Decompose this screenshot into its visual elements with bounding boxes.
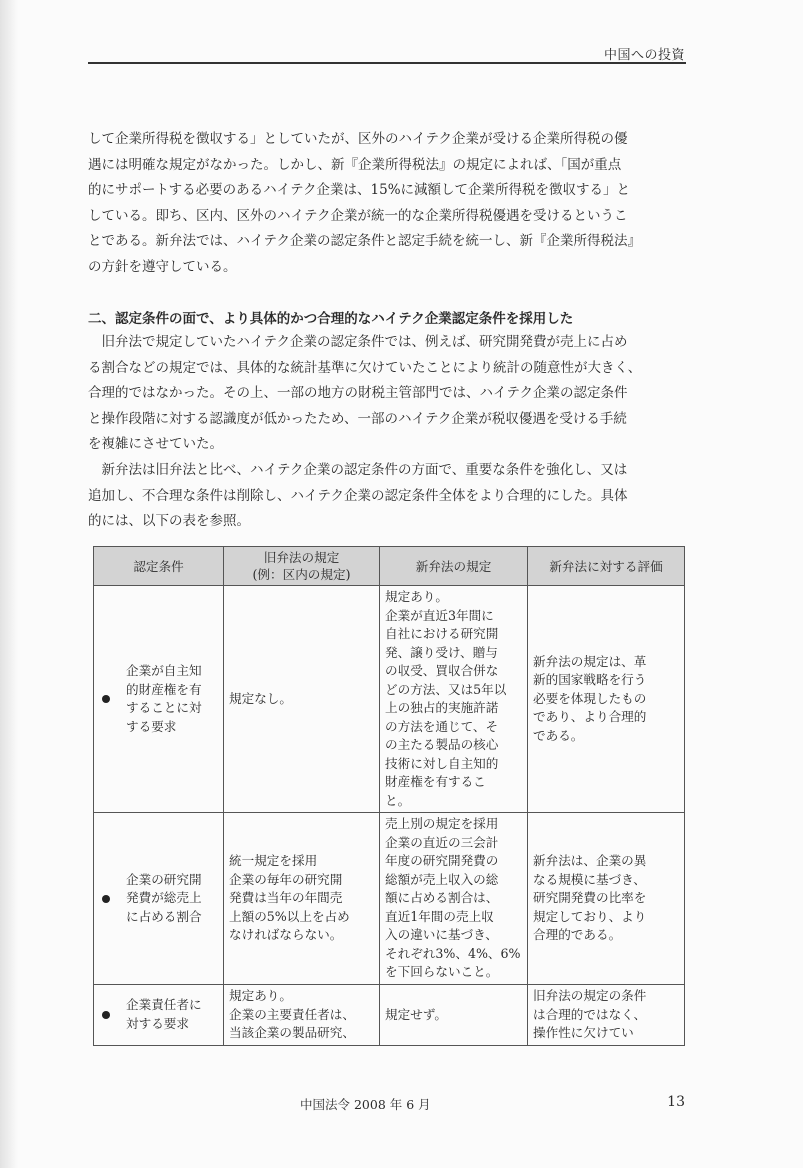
- evaluation-cell: 新弁法の規定は、革 新的国家戦略を行う 必要を体現したもの であり、より合理的 である。: [528, 586, 685, 813]
- table-header-row: [94, 547, 685, 586]
- criterion-cell: [94, 985, 224, 1046]
- criterion-cell: [94, 586, 224, 813]
- old-rule-cell: 規定あり。 企業の主要責任者は、 当該企業の製品研究、: [224, 985, 380, 1046]
- text-line: 的にサポートする必要のあるハイテク企業は、15%に減額して企業所得税を徴収する」と: [88, 182, 631, 198]
- text-line: とである。新弁法では、ハイテク企業の認定条件と認定手続を統一し、新『企業所得税法』: [88, 233, 641, 249]
- evaluation-text: 旧弁法の規定の条件 は合理的ではなく、 操作性に欠けてい: [533, 988, 647, 1040]
- table-row: [94, 586, 685, 813]
- old-rule-cell: 統一規定を採用 企業の毎年の研究開 発費は当年の年間売 上額の5%以上を占め なければならない。: [224, 813, 380, 985]
- text-line: と操作段階に対する認識度が低かったため、一部のハイテク企業が税収優遇を受ける手続: [88, 410, 627, 427]
- header-old-rule: 旧弁法の規定 (例：区内の規定): [224, 547, 380, 586]
- criterion-text: 企業が自主知 的財産権を有 することに対 する要求: [126, 663, 202, 734]
- bullet-icon: [102, 1011, 110, 1019]
- text-line: を複雑にさせていた。: [88, 436, 223, 452]
- intro-paragraph: [88, 127, 686, 280]
- table-row: [94, 985, 685, 1046]
- criterion-text: 企業責任者に 対する要求: [126, 997, 202, 1031]
- text-line: 合理的ではなかった。その上、一部の地方の財税主管部門では、ハイテク企業の認定条件: [88, 385, 628, 401]
- table-row: [94, 813, 685, 985]
- section-paragraph-1: [88, 330, 686, 458]
- criterion-text: 企業の研究開 発費が総売上 に占める割合: [126, 871, 202, 924]
- evaluation-cell: 新弁法は、企業の異 なる規模に基づき、 研究開発費の比率を 規定しており、より 合理的である。: [528, 813, 685, 985]
- text-line: 的には、以下の表を参照。: [88, 513, 250, 529]
- text-line: して企業所得税を徴収する」としていたが、区外のハイテク企業が受ける企業所得税の優: [88, 131, 628, 147]
- old-rule-cell: 規定なし。: [224, 586, 380, 813]
- bullet-icon: [102, 695, 110, 703]
- text-line: 旧弁法で規定していたハイテク企業の認定条件では、例えば、研究開発費が売上に占め: [101, 334, 628, 350]
- new-rule-cell: 規定あり。 企業が直近3年間に 自社における研究開 発、譲り受け、贈与 の収受、買収合併な どの方法、又は5年以 上の独占的実施許諾 の方法を通じて、そ の主たる製品の核心 技術に対し自主知的 財産権を有するこ と。: [380, 586, 528, 813]
- text-line: 遇には明確な規定がなかった。しかし、新『企業所得税法』の規定によれば、「国が重点: [88, 156, 622, 173]
- criterion-cell: [94, 813, 224, 985]
- evaluation-cell: [528, 985, 685, 1046]
- footer-journal: 中国法令 2008 年 6 月: [300, 1097, 431, 1112]
- new-rule-cell: 規定せず。: [380, 985, 528, 1046]
- section-heading: 二、認定条件の面で、より具体的かつ合理的なハイテク企業認定条件を採用した: [88, 311, 574, 327]
- page-number: 13: [667, 1094, 685, 1110]
- header-evaluation: 新弁法に対する評価: [528, 547, 685, 586]
- comparison-table: [93, 546, 685, 1046]
- header-new-rule: 新弁法の規定: [380, 547, 528, 586]
- text-line: の方針を遵守している。: [88, 258, 237, 275]
- running-header-title: 中国への投資: [603, 48, 685, 63]
- page-binding-shadow: [0, 0, 18, 1168]
- section-paragraph-2: [88, 458, 686, 535]
- header-criterion: 認定条件: [94, 547, 224, 586]
- text-line: 追加し、不合理な条件は削除し、ハイテク企業の認定条件全体をより合理的にした。具体: [88, 487, 628, 504]
- header-rule: [88, 62, 686, 64]
- text-line: 新弁法は旧弁法と比べ、ハイテク企業の認定条件の方面で、重要な条件を強化し、又は: [101, 462, 628, 478]
- text-line: している。即ち、区内、区外のハイテク企業が統一的な企業所得税優遇を受けるというこ: [88, 207, 628, 224]
- text-line: る割合などの規定では、具体的な統計基準に欠けていたことにより統計の随意性が大きく、: [88, 359, 642, 376]
- bullet-icon: [102, 895, 110, 903]
- new-rule-cell: 売上別の規定を採用 企業の直近の三会計 年度の研究開発費の 総額が売上収入の総 額に占める割合は、 直近1年間の売上収 入の違いに基づき、 それぞれ3%、4%、6% を下回らないこと。: [380, 813, 528, 985]
